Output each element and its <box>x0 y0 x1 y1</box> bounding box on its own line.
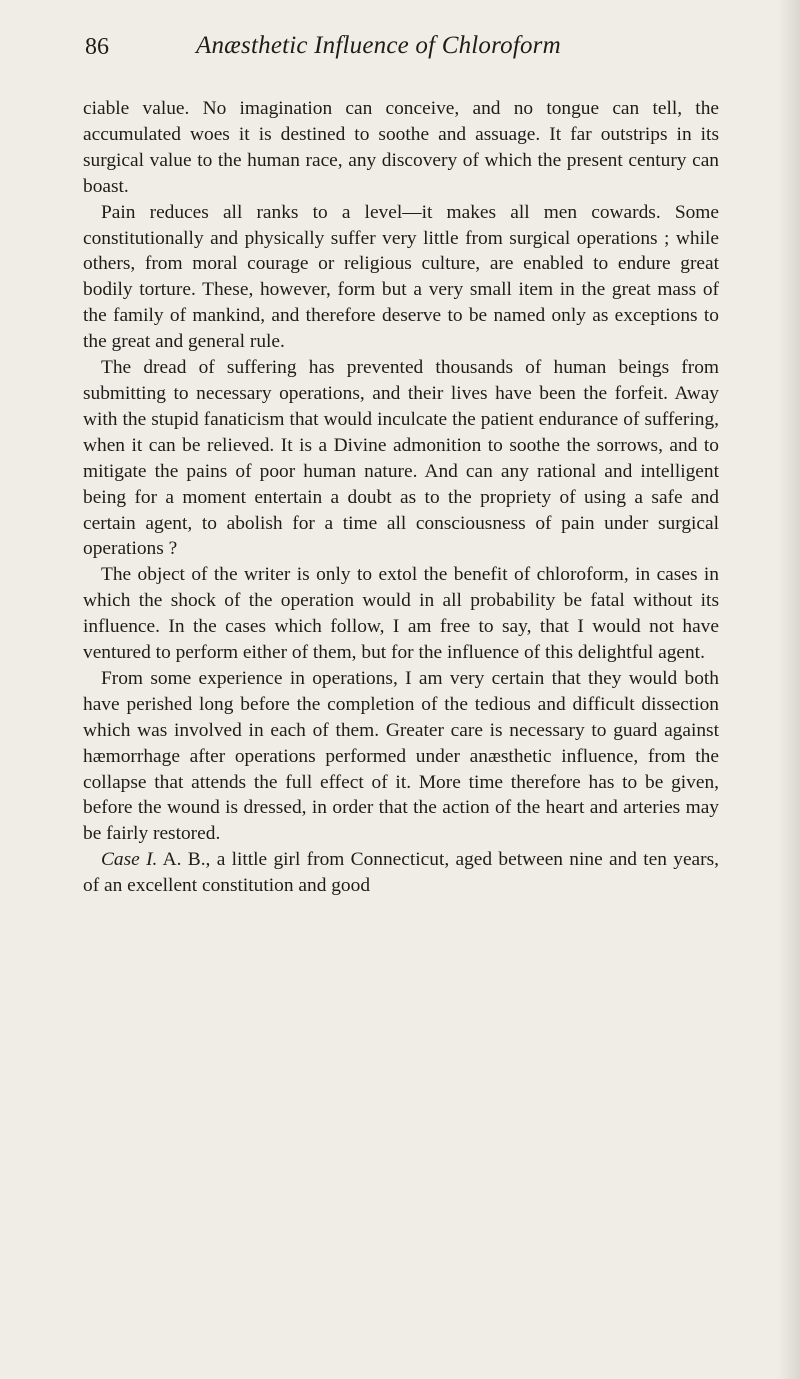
page-number: 86 <box>85 34 109 60</box>
page-edge-shadow <box>778 0 800 1379</box>
paragraph-case-one <box>83 847 719 899</box>
case-label: Case I. <box>101 849 158 871</box>
paragraph-continuation: ciable value. No imagination can conceive, and no tongue can tell, the accumulated woes it is destined to soothe and assuage. It far outstrips in its surgical value to the human race, any discovery of which the present century can boast. <box>83 98 719 197</box>
paragraph-object: The object of the writer is only to extol the benefit of chloroform, in cases in which the shock of the operation would in all probability be fatal without its influence. In the cases which follow, I am free to say, that I would not have ventured to perform either of them, but for the influence of this delightful agent. <box>83 564 719 664</box>
body-text <box>83 96 719 899</box>
paragraph-pain: Pain reduces all ranks to a level—it makes all men cowards. Some constitutionally and physically suffer very little from surgical operations ; while others, from moral courage or religious culture, are enabled to endure great bodily torture. These, however, form but a very small item in the great mass of the family of mankind, and therefore deserve to be named only as exceptions to the great and general rule. <box>83 201 719 353</box>
case-text: A. B., a little girl from Connecticut, aged between nine and ten years, of an excellent constitution and good <box>83 849 720 897</box>
running-title: Anæsthetic Influence of Chloroform <box>196 32 561 59</box>
paragraph-dread: The dread of suffering has prevented thousands of human beings from submitting to necessary operations, and their lives have been the forfeit. Away with the stupid fanaticism that would inculcate the patient endurance of suffering, when it can be relieved. It is a Divine admonition to soothe the sorrows, and to mitigate the pains of poor human nature. And can any rational and intelligent being for a moment entertain a doubt as to the propriety of using a safe and certain agent, to abolish for a time all consciousness of pain under surgical operations ? <box>83 357 719 560</box>
page-header <box>83 30 719 76</box>
paragraph-experience: From some experience in operations, I am very certain that they would both have perished long before the completion of the tedious and difficult dissection which was involved in each of them. Greater care is necessary to guard against hæmorrhage after operations performed under anæsthetic influence, from the collapse that attends the full effect of it. More time therefore has to be given, before the wound is dressed, in order that the action of the heart and arteries may be fairly restored. <box>83 667 719 845</box>
book-page <box>83 30 719 899</box>
